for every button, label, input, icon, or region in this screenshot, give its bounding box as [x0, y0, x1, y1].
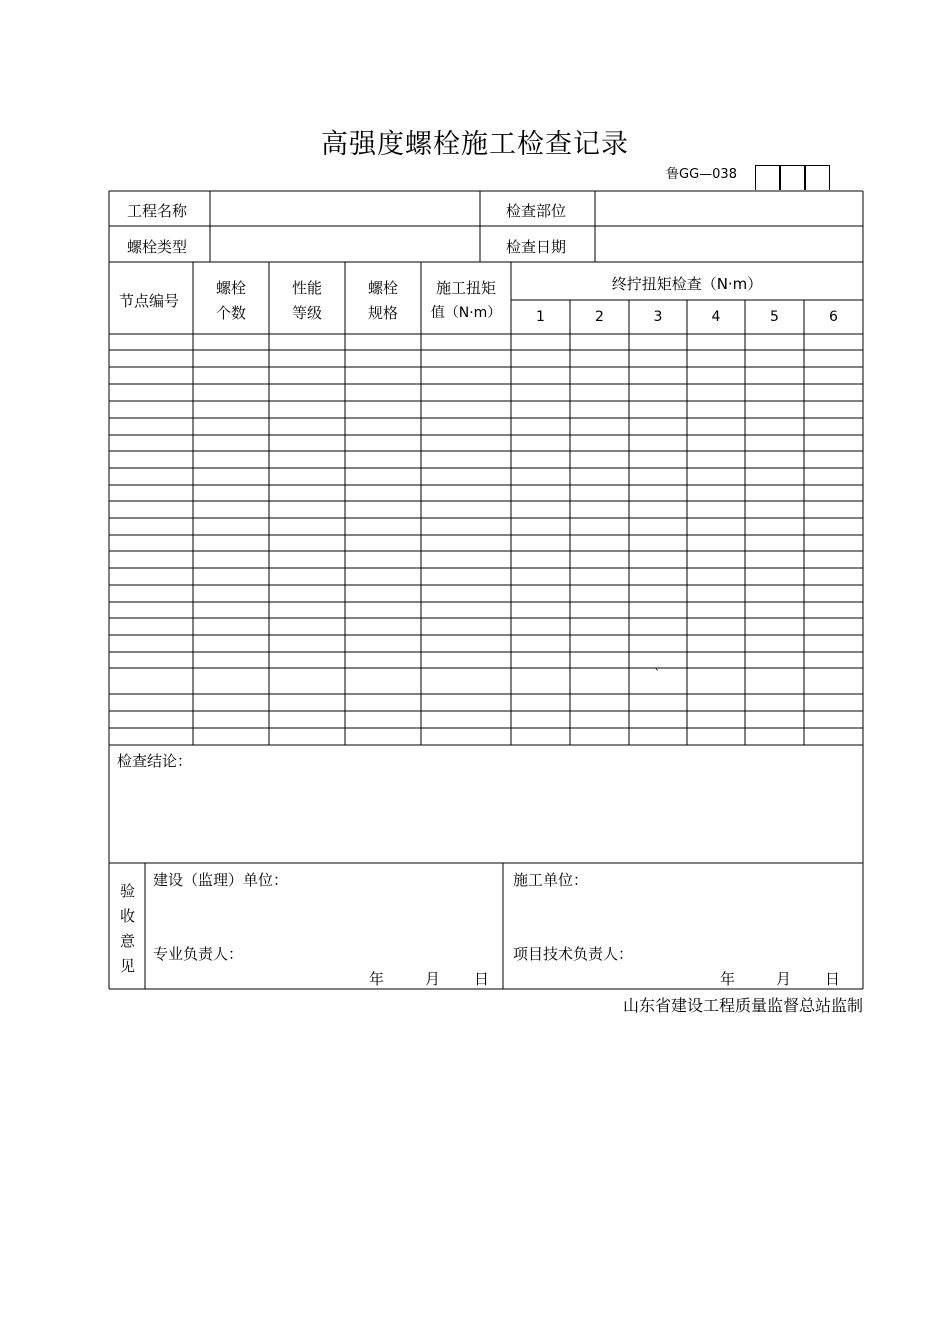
left-year-label: 年	[369, 970, 385, 988]
right-day-label: 日	[825, 970, 841, 988]
left-unit-label: 建设（监理）单位：	[153, 871, 289, 889]
left-month-label: 月	[425, 970, 441, 988]
check-date-label: 检查日期	[506, 238, 567, 256]
left-person-label: 专业负责人：	[153, 945, 244, 963]
bolt-type-label: 螺栓类型	[127, 238, 188, 256]
acceptance-char-1: 验	[120, 882, 136, 900]
conclusion-label: 检查结论：	[117, 752, 193, 770]
form-code: 鲁GG—038	[666, 167, 737, 182]
header-spec-2: 规格	[367, 304, 398, 322]
acceptance-char-2: 收	[120, 907, 136, 925]
header-col-2: 2	[595, 309, 604, 325]
header-col-6: 6	[829, 309, 838, 325]
header-torque-2: 值（N·m）	[430, 305, 502, 321]
stray-mark: `	[654, 668, 661, 683]
right-month-label: 月	[776, 970, 792, 988]
header-spec-1: 螺栓	[367, 279, 398, 297]
header-grade-2: 等级	[291, 304, 322, 322]
header-col-5: 5	[770, 309, 779, 325]
header-col-4: 4	[711, 309, 721, 325]
check-part-label: 检查部位	[506, 202, 567, 220]
header-bolt-count-2: 个数	[215, 304, 246, 322]
project-name-label: 工程名称	[127, 202, 188, 220]
header-torque-1: 施工扭矩	[435, 279, 496, 297]
header-final-torque: 终拧扭矩检查（N·m）	[611, 275, 763, 293]
right-year-label: 年	[720, 970, 736, 988]
right-person-label: 项目技术负责人：	[513, 945, 634, 963]
header-grade-1: 性能	[291, 279, 322, 297]
header-node-no: 节点编号	[119, 292, 180, 310]
right-unit-label: 施工单位：	[513, 871, 589, 889]
left-day-label: 日	[474, 970, 490, 988]
footer-issuer: 山东省建设工程质量监督总站监制	[622, 996, 863, 1015]
acceptance-char-3: 意	[120, 932, 136, 950]
acceptance-char-4: 见	[120, 957, 136, 975]
header-col-1: 1	[536, 309, 545, 325]
header-col-3: 3	[653, 309, 663, 325]
page-title: 高强度螺栓施工检查记录	[321, 129, 629, 160]
header-bolt-count-1: 螺栓	[215, 279, 246, 297]
